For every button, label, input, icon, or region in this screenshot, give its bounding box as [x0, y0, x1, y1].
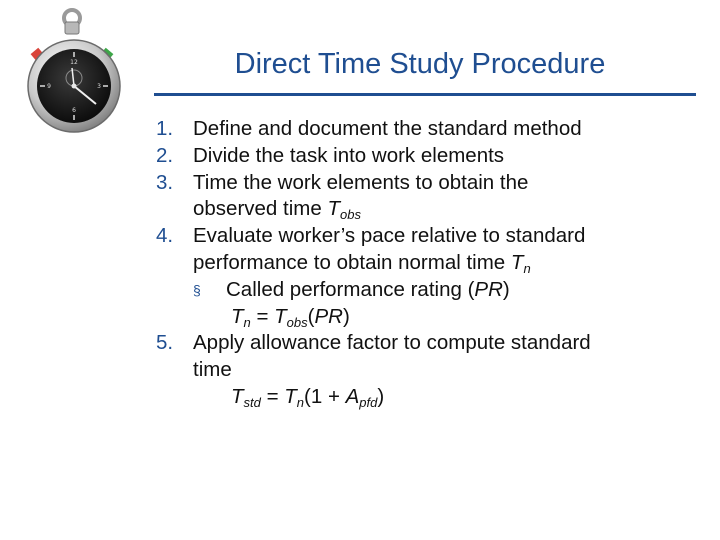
sub-bullet-text: ): [502, 277, 510, 301]
title-divider: [154, 93, 696, 96]
list-item: [156, 170, 701, 224]
list-number: 5.: [156, 331, 174, 355]
svg-text:9: 9: [47, 83, 51, 90]
variable: T: [510, 250, 524, 274]
stopwatch-icon: [20, 6, 130, 136]
svg-text:6: 6: [72, 107, 76, 114]
list-item-text: Evaluate worker’s pace relative to standard: [193, 224, 586, 248]
standard-time-formula: $T_{std} = T_n(1 + A_{pfd})$: [231, 384, 385, 410]
list-item-text: time: [193, 358, 232, 382]
variable: PR: [474, 277, 503, 301]
procedure-list: [156, 116, 701, 411]
list-item-text: observed time: [193, 197, 328, 221]
list-item-text: Define and document the standard method: [193, 117, 582, 140]
list-item-text: Apply allowance factor to compute standard: [193, 331, 591, 355]
normal-time-formula: $T_n = T_{obs}(PR)$: [231, 304, 350, 330]
slide-title: Direct Time Study Procedure: [234, 48, 606, 80]
list-item-text: Divide the task into work elements: [193, 143, 505, 167]
list-number: 4.: [156, 224, 174, 248]
svg-text:3: 3: [97, 83, 101, 90]
subscript: n: [523, 260, 531, 276]
list-number: 3.: [156, 170, 174, 194]
subscript: obs: [339, 207, 361, 223]
list-item: [156, 143, 701, 170]
list-item: [156, 330, 701, 384]
bullet-icon: §: [193, 281, 201, 298]
variable: T: [327, 197, 340, 221]
list-number: 2.: [156, 143, 174, 167]
list-item: [156, 223, 701, 277]
sub-bullet-text: Called performance rating (: [226, 277, 475, 301]
list-number: 1.: [156, 117, 174, 140]
svg-text:12: 12: [70, 59, 78, 66]
sub-bullet: [156, 277, 701, 304]
list-item-text: Time the work elements to obtain the: [193, 170, 529, 194]
list-item-text: performance to obtain normal time: [193, 250, 511, 274]
list-item: [156, 116, 701, 143]
